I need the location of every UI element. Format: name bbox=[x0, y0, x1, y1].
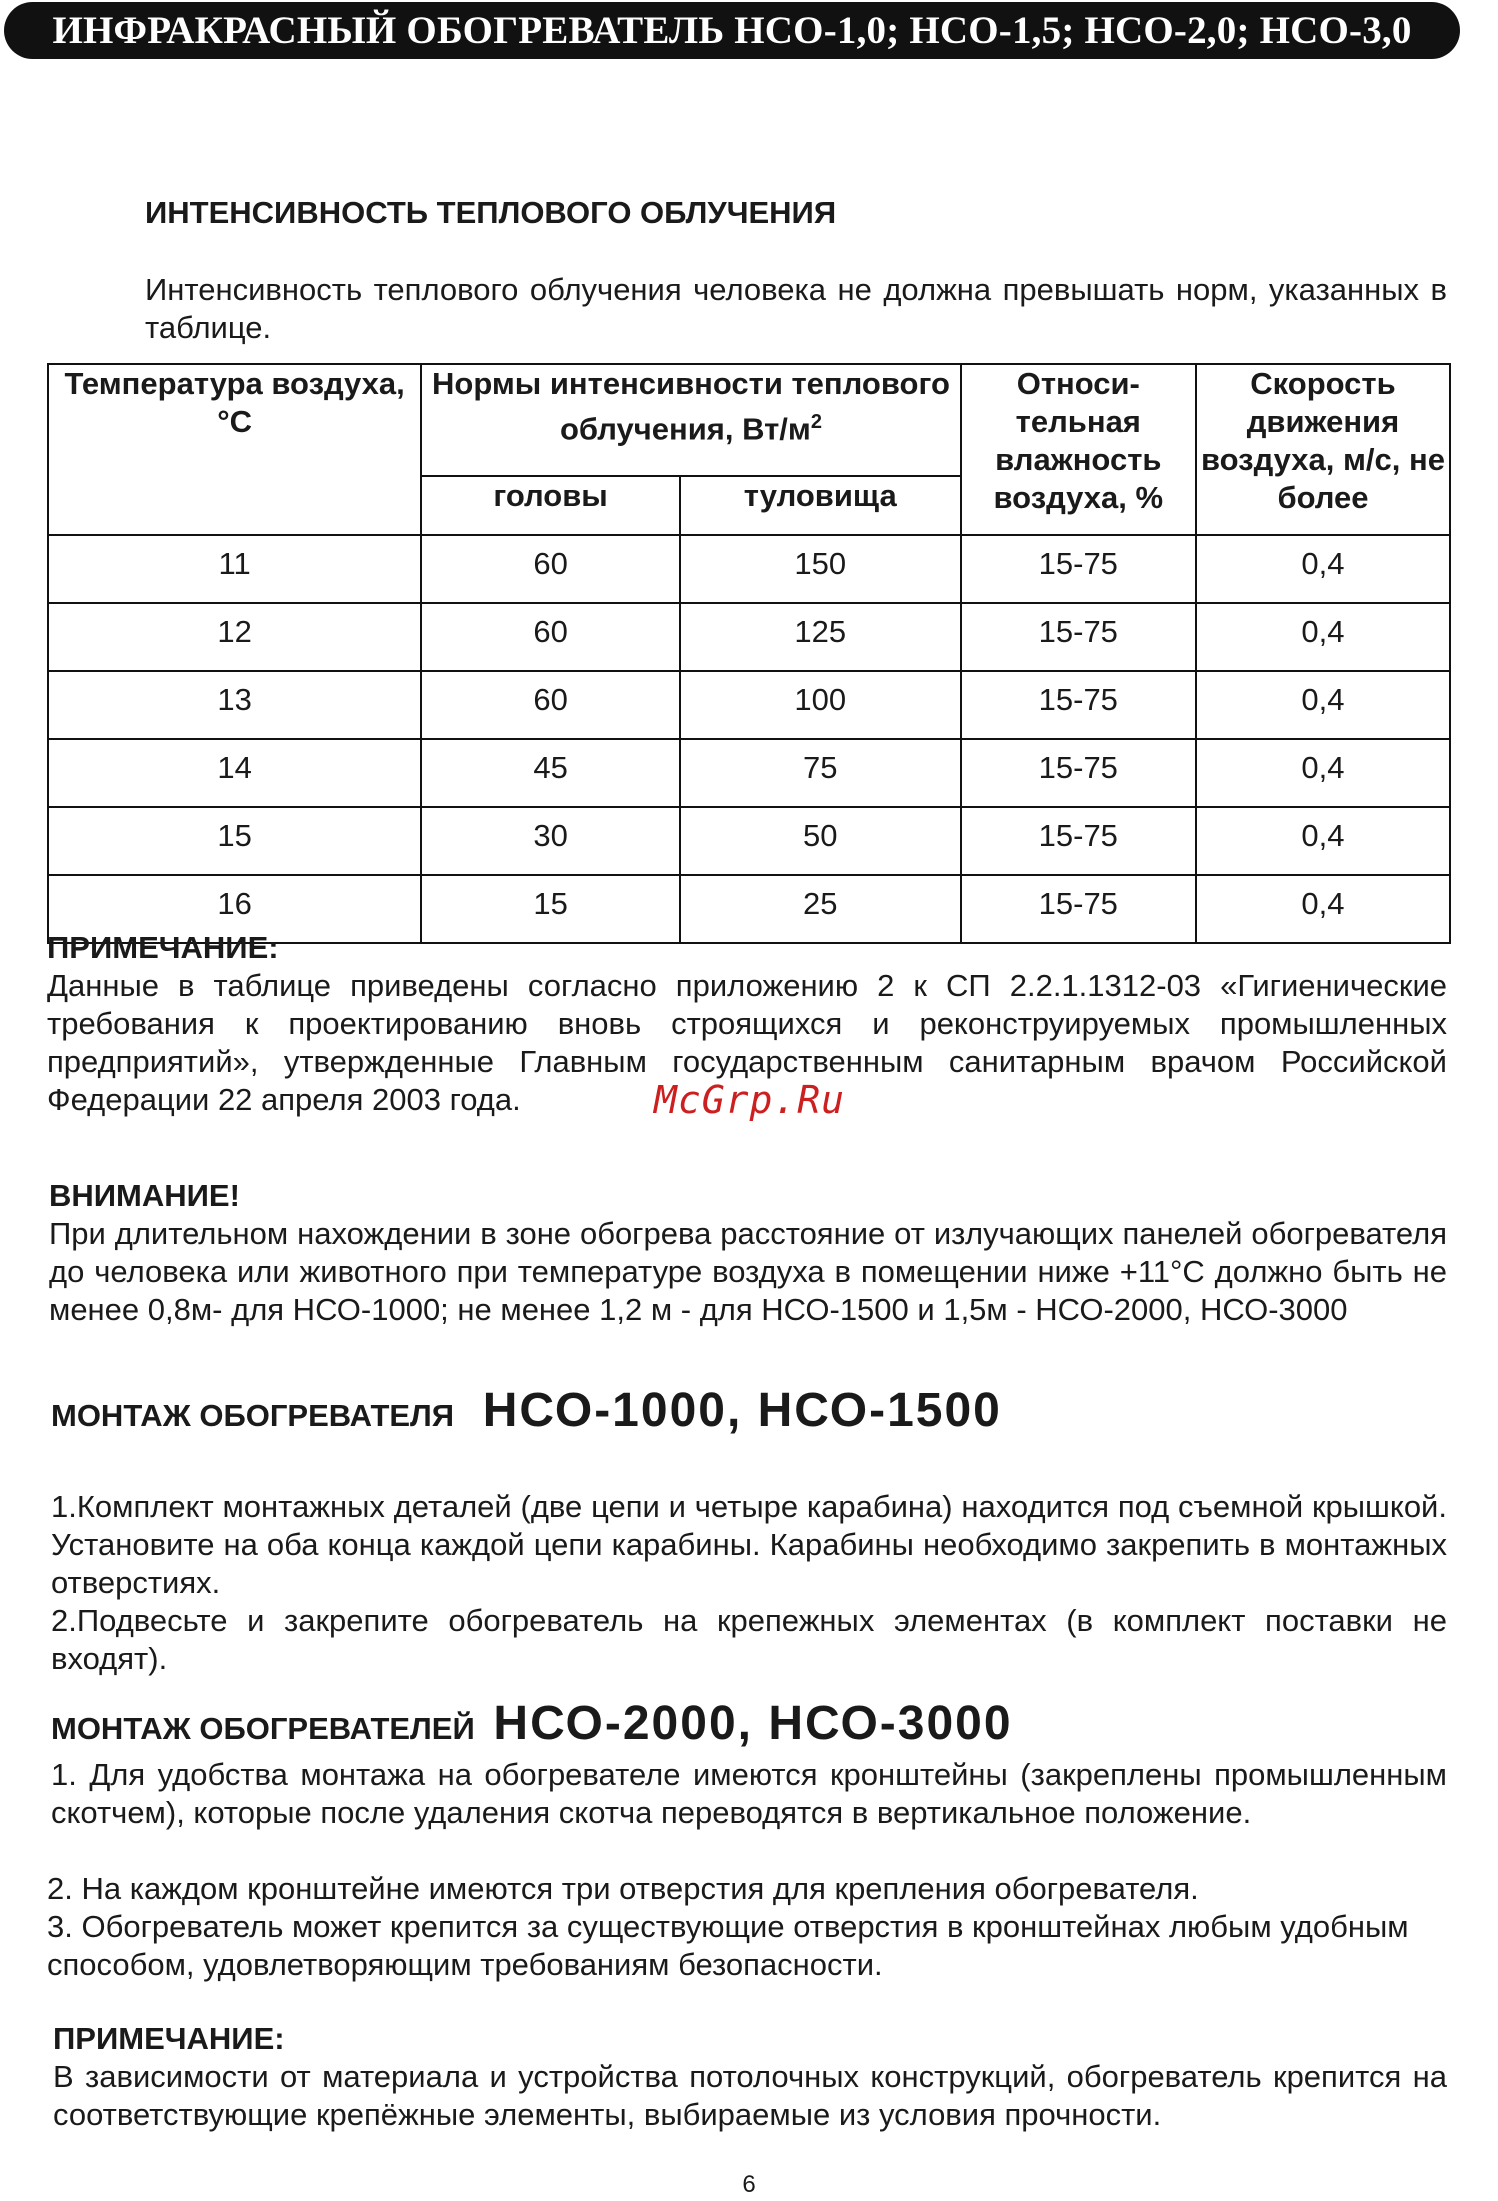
header-norms bbox=[421, 364, 960, 476]
cell-temp: 12 bbox=[48, 603, 421, 671]
mount1-p1: 1.Комплект монтажных деталей (две цепи и четыре карабина) находится под съемной крышкой. Установите на оба конца каждой цепи карабины. Карабины необходимо закрепить в монтажных отверстиях. bbox=[51, 1489, 1447, 1600]
cell-head: 30 bbox=[421, 807, 680, 875]
cell-temp: 13 bbox=[48, 671, 421, 739]
mount1-models: НСО-1000, НСО-1500 bbox=[482, 1384, 1002, 1437]
cell-head: 60 bbox=[421, 603, 680, 671]
cell-torso: 100 bbox=[680, 671, 961, 739]
header-norms-sup: 2 bbox=[810, 411, 822, 433]
page-number: 6 bbox=[742, 2171, 756, 2198]
mount1-heading bbox=[51, 1384, 1002, 1437]
table-row bbox=[48, 671, 1450, 739]
cell-torso: 125 bbox=[680, 603, 961, 671]
note1-text: Данные в таблице приведены согласно приложению 2 к СП 2.2.1.1312-03 «Гигиенические требования к проектированию вновь строящихся и реконструируемых промышленных предприятий», утвержденные Главным государственным санитарным врачом Российской Федерации 22 апреля 2003 года. bbox=[47, 968, 1447, 1117]
cell-head: 60 bbox=[421, 535, 680, 603]
cell-head: 15 bbox=[421, 875, 680, 943]
mount2-p1: 1. Для удобства монтажа на обогревателе имеются кронштейны (закреплены промышленным скотчем), которые после удаления скотча переводятся в вертикальное положение. bbox=[51, 1757, 1447, 1830]
intensity-intro: Интенсивность теплового облучения человека не должна превышать норм, указанных в таблице. bbox=[145, 272, 1447, 345]
table-row bbox=[48, 807, 1450, 875]
cell-speed: 0,4 bbox=[1196, 535, 1450, 603]
mount2-p3: 3. Обогреватель может крепится за существующие отверстия в кронштейнах любым удобным способом, удовлетворяющим требованиям безопасности. bbox=[47, 1909, 1409, 1982]
cell-humidity: 15-75 bbox=[961, 807, 1196, 875]
header-torso: туловища bbox=[680, 476, 961, 535]
note1-title: ПРИМЕЧАНИЕ: bbox=[47, 930, 279, 965]
mount2-models: НСО-2000, НСО-3000 bbox=[493, 1697, 1013, 1750]
cell-speed: 0,4 bbox=[1196, 739, 1450, 807]
header-humidity: Относи-тельная влажность воздуха, % bbox=[961, 364, 1196, 535]
cell-temp: 11 bbox=[48, 535, 421, 603]
table-row bbox=[48, 603, 1450, 671]
note2-title: ПРИМЕЧАНИЕ: bbox=[53, 2021, 285, 2056]
cell-speed: 0,4 bbox=[1196, 807, 1450, 875]
table-row bbox=[48, 739, 1450, 807]
cell-speed: 0,4 bbox=[1196, 875, 1450, 943]
cell-head: 60 bbox=[421, 671, 680, 739]
header-speed: Скорость движения воздуха, м/с, не более bbox=[1196, 364, 1450, 535]
intensity-heading: ИНТЕНСИВНОСТЬ ТЕПЛОВОГО ОБЛУЧЕНИЯ bbox=[145, 195, 837, 230]
header-temp: Температура воздуха, °С bbox=[48, 364, 421, 535]
mount2-title: МОНТАЖ ОБОГРЕВАТЕЛЕЙ bbox=[51, 1711, 475, 1746]
attention-text: При длительном нахождении в зоне обогрева расстояние от излучающих панелей обогревателя до человека или животного при температуре воздуха в помещении ниже +11°С должно быть не менее 0,8м- для НСО-1000; не менее 1,2 м - для НСО-1500 и 1,5м - НСО-2000, НСО-3000 bbox=[49, 1216, 1447, 1327]
note2-text: В зависимости от материала и устройства потолочных конструкций, обогреватель крепится на соответствующие крепёжные элементы, выбираемые из условия прочности. bbox=[53, 2059, 1447, 2132]
cell-temp: 16 bbox=[48, 875, 421, 943]
cell-humidity: 15-75 bbox=[961, 535, 1196, 603]
norms-table bbox=[47, 363, 1451, 944]
cell-torso: 50 bbox=[680, 807, 961, 875]
cell-speed: 0,4 bbox=[1196, 603, 1450, 671]
table-row bbox=[48, 535, 1450, 603]
watermark: McGrp.Ru bbox=[654, 1078, 846, 1122]
cell-torso: 75 bbox=[680, 739, 961, 807]
cell-torso: 25 bbox=[680, 875, 961, 943]
header-norms-text: Нормы интенсивности теплового облучения, Вт/м bbox=[432, 366, 950, 447]
header-head: головы bbox=[421, 476, 680, 535]
cell-humidity: 15-75 bbox=[961, 739, 1196, 807]
cell-torso: 150 bbox=[680, 535, 961, 603]
cell-head: 45 bbox=[421, 739, 680, 807]
cell-temp: 14 bbox=[48, 739, 421, 807]
attention-title: ВНИМАНИЕ! bbox=[49, 1178, 240, 1213]
cell-humidity: 15-75 bbox=[961, 603, 1196, 671]
cell-humidity: 15-75 bbox=[961, 875, 1196, 943]
mount1-title: МОНТАЖ ОБОГРЕВАТЕЛЯ bbox=[51, 1398, 455, 1433]
mount2-p2: 2. На каждом кронштейне имеются три отверстия для крепления обогревателя. bbox=[47, 1871, 1199, 1906]
cell-speed: 0,4 bbox=[1196, 671, 1450, 739]
mount1-p2: 2.Подвесьте и закрепите обогреватель на крепежных элементах (в комплект поставки не входят). bbox=[51, 1603, 1447, 1676]
cell-temp: 15 bbox=[48, 807, 421, 875]
mount2-heading bbox=[51, 1697, 1013, 1750]
page-banner: ИНФРАКРАСНЫЙ ОБОГРЕВАТЕЛЬ НСО-1,0; НСО-1,5; НСО-2,0; НСО-3,0 bbox=[4, 2, 1460, 59]
cell-humidity: 15-75 bbox=[961, 671, 1196, 739]
